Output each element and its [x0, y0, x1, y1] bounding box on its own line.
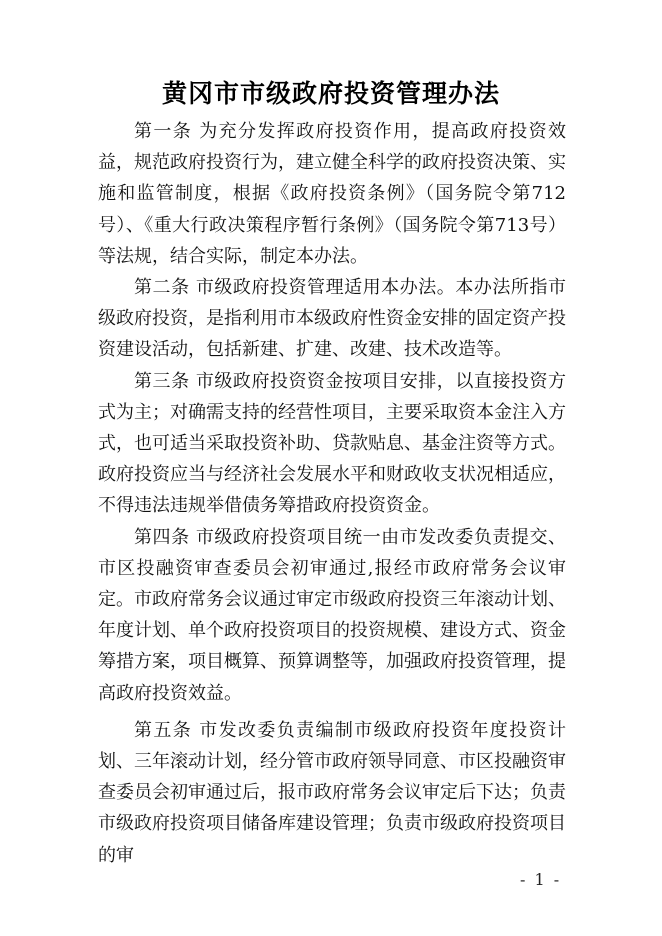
article-3-paragraph: 第三条 市级政府投资资金按项目安排，以直接投资方式为主；对确需支持的经营性项目，主要采取资本金注入方式，也可适当采取投资补助、贷款贴息、基金注资等方式。政府投资应当与经济社会发展水平和财政收支状况相适应，不得违法违规举借债务筹措政府投资资金。 — [98, 370, 566, 517]
document-title: 黄冈市市级政府投资管理办法 — [161, 79, 500, 108]
article-5-paragraph: 第五条 市发改委负责编制市级政府投资年度投资计划、三年滚动计划，经分管市政府领导同意、市区投融资审查委员会初审通过后，报市政府常务会议审定后下达；负责市级政府投资项目储备库建设管理；负责市级政府投资项目的审 — [98, 719, 566, 866]
page-number: - 1 - — [520, 870, 562, 889]
document-body — [98, 116, 566, 871]
article-4-paragraph: 第四条 市级政府投资项目统一由市发改委负责提交、市区投融资审查委员会初审通过,报经市政府常务会议审定。市政府常务会议通过审定市级政府投资三年滚动计划、年度计划、单个政府投资项目的投资规模、建设方式、资金筹措方案，项目概算、预算调整等，加强政府投资管理，提高政府投资效益。 — [98, 526, 566, 704]
article-2-paragraph: 第二条 市级政府投资管理适用本办法。本办法所指市级政府投资，是指利用市本级政府性资金安排的固定资产投资建设活动，包括新建、扩建、改建、技术改造等。 — [98, 277, 566, 361]
article-1-paragraph: 第一条 为充分发挥政府投资作用，提高政府投资效益，规范政府投资行为，建立健全科学的政府投资决策、实施和监管制度，根据《政府投资条例》（国务院令第712号）、《重大行政决策程序暂行条例》（国务院令第713号）等法规，结合实际，制定本办法。 — [98, 121, 566, 267]
